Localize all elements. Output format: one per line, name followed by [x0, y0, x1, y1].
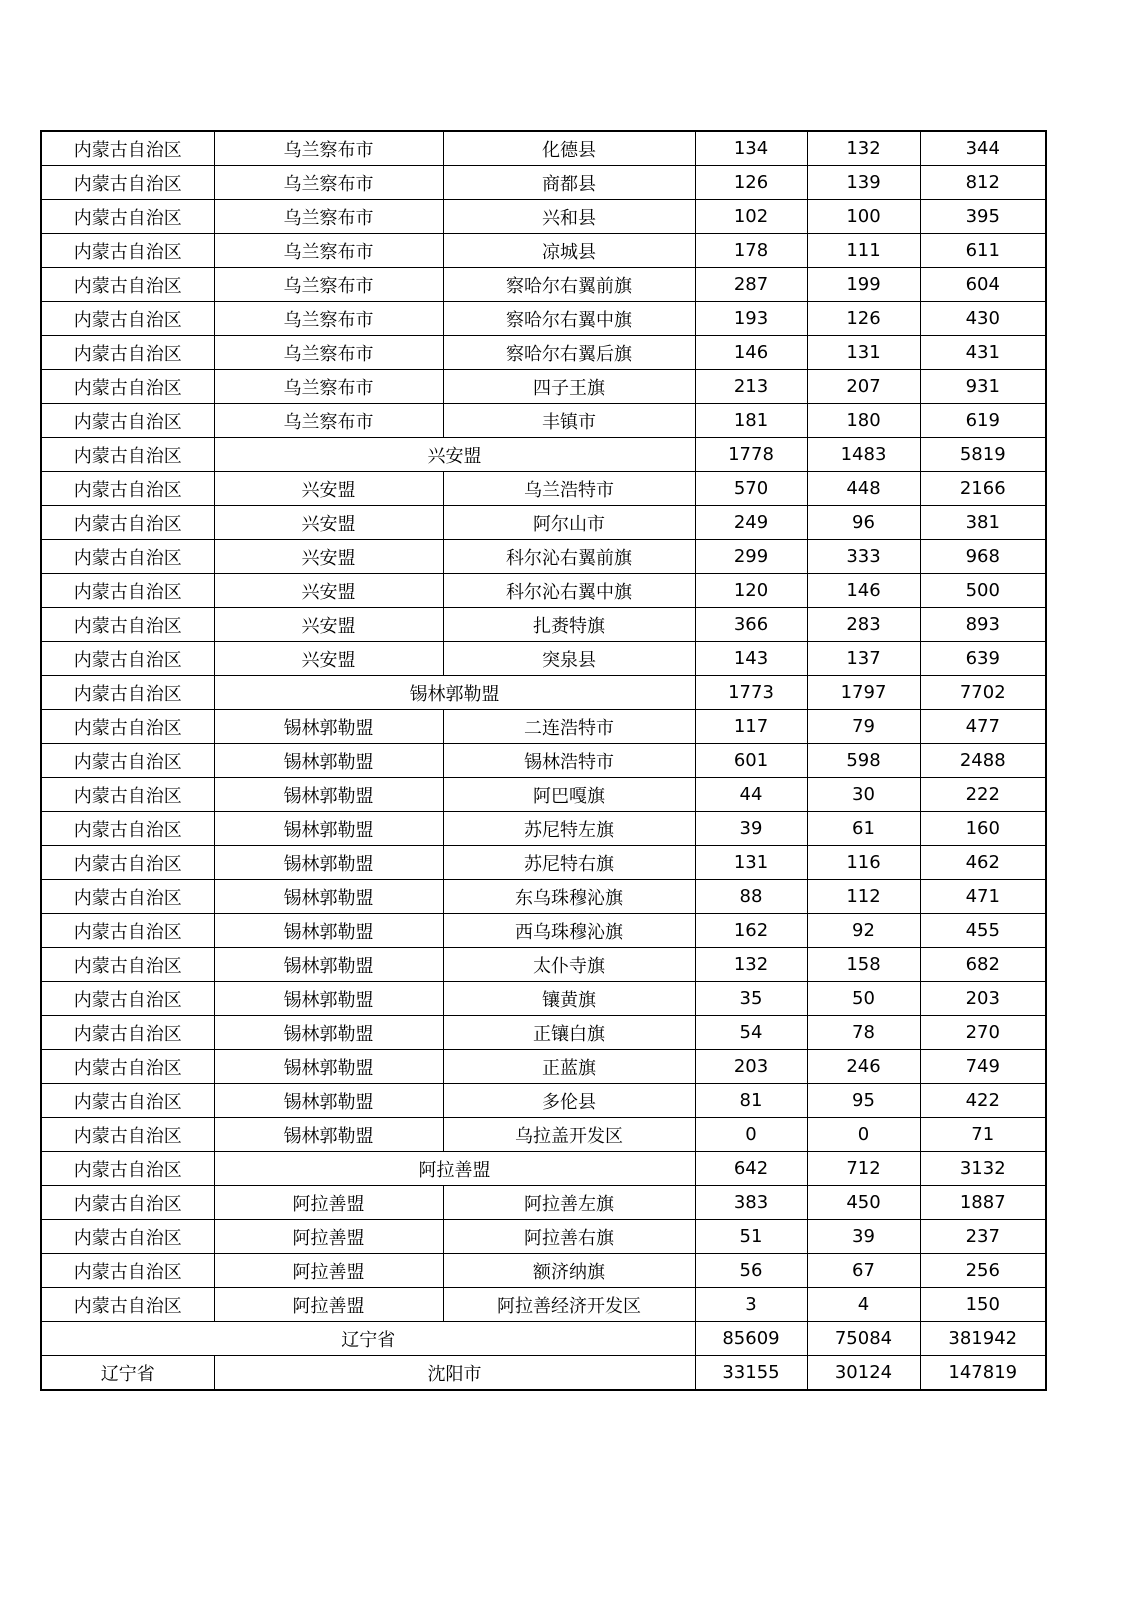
city-cell: 锡林郭勒盟 [214, 948, 443, 982]
county-cell: 乌拉盖开发区 [443, 1118, 695, 1152]
value-cell-3: 3132 [920, 1152, 1046, 1186]
value-cell-3: 500 [920, 574, 1046, 608]
county-cell: 阿拉善经济开发区 [443, 1288, 695, 1322]
value-cell-1: 39 [695, 812, 807, 846]
province-cell: 内蒙古自治区 [41, 1050, 214, 1084]
value-cell-1: 88 [695, 880, 807, 914]
value-cell-3: 344 [920, 131, 1046, 166]
city-cell: 锡林郭勒盟 [214, 982, 443, 1016]
province-cell: 内蒙古自治区 [41, 336, 214, 370]
value-cell-1: 81 [695, 1084, 807, 1118]
value-cell-2: 92 [807, 914, 920, 948]
county-cell: 阿尔山市 [443, 506, 695, 540]
table-row [41, 1016, 1046, 1050]
value-cell-1: 287 [695, 268, 807, 302]
city-cell: 阿拉善盟 [214, 1254, 443, 1288]
table-row [41, 1288, 1046, 1322]
value-cell-1: 162 [695, 914, 807, 948]
county-cell: 凉城县 [443, 234, 695, 268]
value-cell-1: 56 [695, 1254, 807, 1288]
value-cell-2: 111 [807, 234, 920, 268]
city-cell: 锡林郭勒盟 [214, 812, 443, 846]
county-cell: 察哈尔右翼中旗 [443, 302, 695, 336]
province-cell: 内蒙古自治区 [41, 540, 214, 574]
county-cell: 突泉县 [443, 642, 695, 676]
city-cell: 乌兰察布市 [214, 370, 443, 404]
table-row [41, 234, 1046, 268]
value-cell-1: 131 [695, 846, 807, 880]
county-cell: 正蓝旗 [443, 1050, 695, 1084]
value-cell-1: 299 [695, 540, 807, 574]
city-cell: 锡林郭勒盟 [214, 880, 443, 914]
table-row [41, 370, 1046, 404]
value-cell-3: 381 [920, 506, 1046, 540]
value-cell-2: 132 [807, 131, 920, 166]
city-total-cell: 兴安盟 [214, 438, 695, 472]
province-cell: 内蒙古自治区 [41, 1016, 214, 1050]
city-cell: 兴安盟 [214, 506, 443, 540]
value-cell-2: 112 [807, 880, 920, 914]
city-cell: 乌兰察布市 [214, 268, 443, 302]
table-row [41, 1084, 1046, 1118]
value-cell-1: 601 [695, 744, 807, 778]
province-cell: 内蒙古自治区 [41, 812, 214, 846]
city-cell: 兴安盟 [214, 642, 443, 676]
city-cell: 锡林郭勒盟 [214, 914, 443, 948]
table-row [41, 200, 1046, 234]
county-cell: 化德县 [443, 131, 695, 166]
table-row [41, 846, 1046, 880]
city-total-cell: 阿拉善盟 [214, 1152, 695, 1186]
province-cell: 内蒙古自治区 [41, 642, 214, 676]
county-cell: 四子王旗 [443, 370, 695, 404]
table-row [41, 268, 1046, 302]
table-row [41, 131, 1046, 166]
table-row [41, 812, 1046, 846]
table-row [41, 506, 1046, 540]
city-cell: 锡林郭勒盟 [214, 1118, 443, 1152]
value-cell-3: 422 [920, 1084, 1046, 1118]
value-cell-2: 1797 [807, 676, 920, 710]
value-cell-3: 160 [920, 812, 1046, 846]
value-cell-3: 431 [920, 336, 1046, 370]
province-cell: 内蒙古自治区 [41, 234, 214, 268]
province-cell: 内蒙古自治区 [41, 370, 214, 404]
value-cell-2: 598 [807, 744, 920, 778]
county-cell: 阿巴嘎旗 [443, 778, 695, 812]
province-cell: 内蒙古自治区 [41, 1152, 214, 1186]
value-cell-2: 75084 [807, 1322, 920, 1356]
city-total-cell: 沈阳市 [214, 1356, 695, 1391]
value-cell-3: 71 [920, 1118, 1046, 1152]
value-cell-2: 30124 [807, 1356, 920, 1391]
value-cell-2: 61 [807, 812, 920, 846]
value-cell-3: 471 [920, 880, 1046, 914]
value-cell-2: 131 [807, 336, 920, 370]
value-cell-1: 51 [695, 1220, 807, 1254]
city-cell: 乌兰察布市 [214, 234, 443, 268]
table-row [41, 744, 1046, 778]
county-cell: 丰镇市 [443, 404, 695, 438]
value-cell-2: 283 [807, 608, 920, 642]
province-cell: 内蒙古自治区 [41, 846, 214, 880]
table-row [41, 540, 1046, 574]
value-cell-1: 366 [695, 608, 807, 642]
table-row [41, 574, 1046, 608]
table-row [41, 778, 1046, 812]
county-cell: 多伦县 [443, 1084, 695, 1118]
value-cell-1: 383 [695, 1186, 807, 1220]
province-cell: 内蒙古自治区 [41, 1254, 214, 1288]
county-cell: 苏尼特右旗 [443, 846, 695, 880]
value-cell-3: 7702 [920, 676, 1046, 710]
table-row [41, 1322, 1046, 1356]
county-cell: 兴和县 [443, 200, 695, 234]
county-cell: 正镶白旗 [443, 1016, 695, 1050]
value-cell-1: 132 [695, 948, 807, 982]
city-cell: 阿拉善盟 [214, 1220, 443, 1254]
value-cell-1: 117 [695, 710, 807, 744]
county-cell: 科尔沁右翼中旗 [443, 574, 695, 608]
value-cell-1: 642 [695, 1152, 807, 1186]
value-cell-2: 333 [807, 540, 920, 574]
table-body [41, 131, 1046, 1390]
city-cell: 锡林郭勒盟 [214, 846, 443, 880]
value-cell-2: 207 [807, 370, 920, 404]
city-cell: 锡林郭勒盟 [214, 744, 443, 778]
province-cell: 内蒙古自治区 [41, 404, 214, 438]
province-total-cell: 辽宁省 [41, 1322, 695, 1356]
value-cell-3: 147819 [920, 1356, 1046, 1391]
value-cell-3: 237 [920, 1220, 1046, 1254]
province-cell: 内蒙古自治区 [41, 1220, 214, 1254]
province-cell: 内蒙古自治区 [41, 200, 214, 234]
table-row [41, 1186, 1046, 1220]
table-row [41, 642, 1046, 676]
table-row [41, 710, 1046, 744]
value-cell-2: 180 [807, 404, 920, 438]
value-cell-2: 712 [807, 1152, 920, 1186]
county-cell: 镶黄旗 [443, 982, 695, 1016]
table-row [41, 982, 1046, 1016]
table-row [41, 336, 1046, 370]
province-cell: 内蒙古自治区 [41, 1084, 214, 1118]
value-cell-2: 158 [807, 948, 920, 982]
city-cell: 兴安盟 [214, 608, 443, 642]
county-cell: 阿拉善左旗 [443, 1186, 695, 1220]
city-cell: 乌兰察布市 [214, 336, 443, 370]
province-cell: 内蒙古自治区 [41, 778, 214, 812]
city-total-cell: 锡林郭勒盟 [214, 676, 695, 710]
value-cell-2: 39 [807, 1220, 920, 1254]
province-cell: 内蒙古自治区 [41, 676, 214, 710]
value-cell-3: 462 [920, 846, 1046, 880]
table-row [41, 1050, 1046, 1084]
value-cell-3: 430 [920, 302, 1046, 336]
province-cell: 内蒙古自治区 [41, 472, 214, 506]
county-cell: 商都县 [443, 166, 695, 200]
value-cell-3: 604 [920, 268, 1046, 302]
table-row [41, 438, 1046, 472]
table-row [41, 302, 1046, 336]
value-cell-1: 249 [695, 506, 807, 540]
city-cell: 兴安盟 [214, 540, 443, 574]
table-row [41, 948, 1046, 982]
value-cell-2: 139 [807, 166, 920, 200]
table-row [41, 880, 1046, 914]
county-cell: 苏尼特左旗 [443, 812, 695, 846]
value-cell-2: 67 [807, 1254, 920, 1288]
value-cell-3: 749 [920, 1050, 1046, 1084]
value-cell-2: 4 [807, 1288, 920, 1322]
value-cell-1: 33155 [695, 1356, 807, 1391]
table-row [41, 1152, 1046, 1186]
value-cell-2: 78 [807, 1016, 920, 1050]
value-cell-1: 178 [695, 234, 807, 268]
value-cell-3: 2488 [920, 744, 1046, 778]
county-cell: 察哈尔右翼后旗 [443, 336, 695, 370]
city-cell: 乌兰察布市 [214, 131, 443, 166]
value-cell-2: 137 [807, 642, 920, 676]
city-cell: 乌兰察布市 [214, 200, 443, 234]
city-cell: 锡林郭勒盟 [214, 1016, 443, 1050]
value-cell-3: 893 [920, 608, 1046, 642]
county-cell: 科尔沁右翼前旗 [443, 540, 695, 574]
value-cell-1: 193 [695, 302, 807, 336]
value-cell-1: 44 [695, 778, 807, 812]
value-cell-3: 931 [920, 370, 1046, 404]
value-cell-1: 54 [695, 1016, 807, 1050]
value-cell-3: 5819 [920, 438, 1046, 472]
province-cell: 内蒙古自治区 [41, 880, 214, 914]
county-cell: 额济纳旗 [443, 1254, 695, 1288]
county-cell: 扎赉特旗 [443, 608, 695, 642]
city-cell: 锡林郭勒盟 [214, 710, 443, 744]
province-cell: 内蒙古自治区 [41, 982, 214, 1016]
value-cell-1: 181 [695, 404, 807, 438]
county-cell: 太仆寺旗 [443, 948, 695, 982]
value-cell-3: 477 [920, 710, 1046, 744]
value-cell-2: 30 [807, 778, 920, 812]
province-cell: 内蒙古自治区 [41, 744, 214, 778]
province-cell: 内蒙古自治区 [41, 574, 214, 608]
value-cell-2: 96 [807, 506, 920, 540]
city-cell: 兴安盟 [214, 472, 443, 506]
value-cell-2: 448 [807, 472, 920, 506]
value-cell-2: 116 [807, 846, 920, 880]
province-cell: 内蒙古自治区 [41, 506, 214, 540]
value-cell-3: 2166 [920, 472, 1046, 506]
county-cell: 乌兰浩特市 [443, 472, 695, 506]
province-cell: 内蒙古自治区 [41, 166, 214, 200]
value-cell-2: 100 [807, 200, 920, 234]
table-row [41, 166, 1046, 200]
value-cell-3: 222 [920, 778, 1046, 812]
province-cell: 内蒙古自治区 [41, 608, 214, 642]
city-cell: 兴安盟 [214, 574, 443, 608]
value-cell-1: 102 [695, 200, 807, 234]
table-row [41, 914, 1046, 948]
value-cell-3: 270 [920, 1016, 1046, 1050]
value-cell-2: 246 [807, 1050, 920, 1084]
county-cell: 察哈尔右翼前旗 [443, 268, 695, 302]
province-cell: 内蒙古自治区 [41, 1288, 214, 1322]
value-cell-3: 968 [920, 540, 1046, 574]
value-cell-2: 126 [807, 302, 920, 336]
table-row [41, 1254, 1046, 1288]
table-row [41, 404, 1046, 438]
city-cell: 锡林郭勒盟 [214, 1050, 443, 1084]
county-cell: 东乌珠穆沁旗 [443, 880, 695, 914]
county-cell: 二连浩特市 [443, 710, 695, 744]
city-cell: 阿拉善盟 [214, 1288, 443, 1322]
value-cell-1: 1773 [695, 676, 807, 710]
value-cell-1: 3 [695, 1288, 807, 1322]
value-cell-1: 134 [695, 131, 807, 166]
province-cell: 内蒙古自治区 [41, 302, 214, 336]
table-row [41, 676, 1046, 710]
value-cell-2: 146 [807, 574, 920, 608]
value-cell-3: 639 [920, 642, 1046, 676]
value-cell-3: 256 [920, 1254, 1046, 1288]
county-cell: 阿拉善右旗 [443, 1220, 695, 1254]
city-cell: 阿拉善盟 [214, 1186, 443, 1220]
value-cell-1: 1778 [695, 438, 807, 472]
value-cell-1: 213 [695, 370, 807, 404]
table-row [41, 608, 1046, 642]
table-row [41, 1356, 1046, 1391]
value-cell-2: 450 [807, 1186, 920, 1220]
province-cell: 内蒙古自治区 [41, 131, 214, 166]
value-cell-1: 85609 [695, 1322, 807, 1356]
value-cell-1: 126 [695, 166, 807, 200]
table-row [41, 1118, 1046, 1152]
table-row [41, 1220, 1046, 1254]
city-cell: 乌兰察布市 [214, 166, 443, 200]
value-cell-1: 0 [695, 1118, 807, 1152]
value-cell-1: 35 [695, 982, 807, 1016]
value-cell-2: 0 [807, 1118, 920, 1152]
statistics-table [40, 130, 1047, 1391]
county-cell: 锡林浩特市 [443, 744, 695, 778]
value-cell-1: 143 [695, 642, 807, 676]
city-cell: 锡林郭勒盟 [214, 1084, 443, 1118]
value-cell-3: 203 [920, 982, 1046, 1016]
value-cell-1: 120 [695, 574, 807, 608]
province-cell: 内蒙古自治区 [41, 438, 214, 472]
city-cell: 乌兰察布市 [214, 302, 443, 336]
table-row [41, 472, 1046, 506]
value-cell-2: 199 [807, 268, 920, 302]
value-cell-3: 611 [920, 234, 1046, 268]
city-cell: 乌兰察布市 [214, 404, 443, 438]
province-cell: 内蒙古自治区 [41, 914, 214, 948]
value-cell-3: 381942 [920, 1322, 1046, 1356]
province-cell: 内蒙古自治区 [41, 710, 214, 744]
value-cell-3: 395 [920, 200, 1046, 234]
value-cell-3: 812 [920, 166, 1046, 200]
province-cell: 内蒙古自治区 [41, 948, 214, 982]
value-cell-2: 79 [807, 710, 920, 744]
value-cell-3: 682 [920, 948, 1046, 982]
value-cell-2: 95 [807, 1084, 920, 1118]
county-cell: 西乌珠穆沁旗 [443, 914, 695, 948]
value-cell-3: 150 [920, 1288, 1046, 1322]
province-cell: 内蒙古自治区 [41, 268, 214, 302]
province-cell: 辽宁省 [41, 1356, 214, 1391]
value-cell-2: 1483 [807, 438, 920, 472]
value-cell-1: 146 [695, 336, 807, 370]
value-cell-2: 50 [807, 982, 920, 1016]
value-cell-3: 455 [920, 914, 1046, 948]
value-cell-1: 570 [695, 472, 807, 506]
value-cell-1: 203 [695, 1050, 807, 1084]
province-cell: 内蒙古自治区 [41, 1118, 214, 1152]
value-cell-3: 1887 [920, 1186, 1046, 1220]
value-cell-3: 619 [920, 404, 1046, 438]
city-cell: 锡林郭勒盟 [214, 778, 443, 812]
province-cell: 内蒙古自治区 [41, 1186, 214, 1220]
